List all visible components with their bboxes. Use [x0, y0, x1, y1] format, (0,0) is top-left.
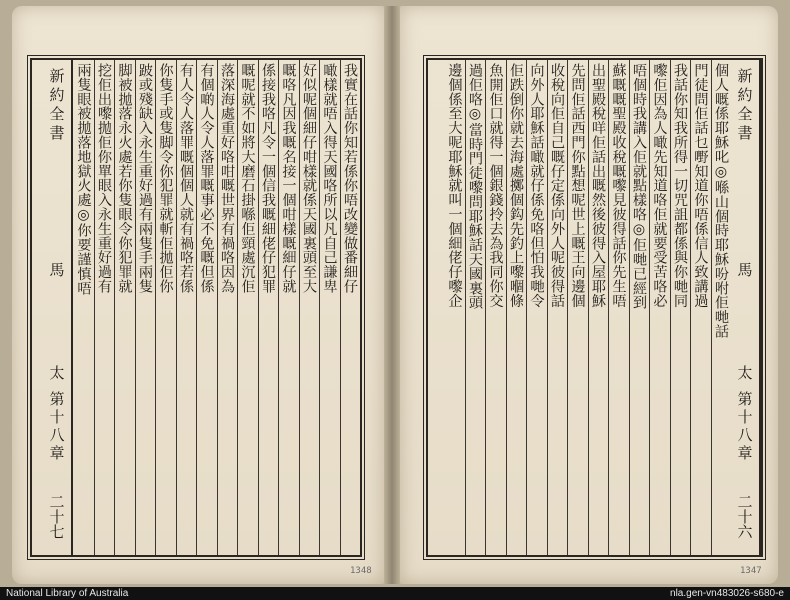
- footer-library-credit: National Library of Australia: [6, 588, 129, 599]
- right-text-frame: [426, 58, 763, 557]
- book-gutter: [384, 6, 400, 584]
- left-page-number: 二十七: [47, 494, 66, 539]
- right-page-text-column: 嚟佢因為人噉先知道咯佢就要受苦咯必: [649, 60, 670, 555]
- right-page-stamp: 1347: [740, 566, 762, 576]
- left-page-text-column: 嘅呢就不如將大磨石掛喺佢頸處沉佢: [237, 60, 258, 555]
- right-page: [400, 6, 778, 584]
- right-page-text-column: 我話你知我所得一切咒詛都係與你哋同: [670, 60, 691, 555]
- right-page-header: [731, 60, 761, 555]
- left-page-text-column: 噉樣就唔入得天國咯所以凡自己謙卑: [319, 60, 340, 555]
- left-page-stamp: 1348: [350, 566, 372, 576]
- left-page-text-column: 落深海處重好咯咁嘅世界有禍咯因為: [217, 60, 238, 555]
- left-page-text-column: 有人令人落罪嘅個個人就有禍咯若係: [176, 60, 197, 555]
- right-book-name: 馬: [735, 262, 754, 277]
- right-chapter: 太 第十八章: [735, 365, 754, 463]
- left-page-text-column: 有個啲人令人落罪嘅事必不免嘅但係: [196, 60, 217, 555]
- footer-bar: [0, 587, 790, 600]
- right-page-text-column: 向外人耶穌話噉就仔係免咯但怕我哋令: [526, 60, 547, 555]
- left-page-text-column: 嘅咯凡因我嘅名接一個咁樣嘅細仔就: [278, 60, 299, 555]
- right-page-text-column: 佢跌倒你就去海處擲個鈎先釣上嚟嗰條: [506, 60, 527, 555]
- left-page-text-column: 係接我咯凡令一個信我嘅細佬仔犯罪: [258, 60, 279, 555]
- left-text-frame: [30, 58, 362, 557]
- left-page-text-column: 我實在話你知若係你唔改變做番細仔: [340, 60, 361, 555]
- left-page-text-column: 兩隻眼被拋落地獄火處◎你要謹慎唔: [75, 63, 92, 296]
- right-page-text-column: 唔個時我講入佢就點樣咯◎佢哋已經到: [629, 60, 650, 555]
- left-page: [12, 6, 384, 584]
- footer-image-id: nla.gen-vn483026-s680-e: [670, 588, 784, 599]
- left-page-text-column: 跛或殘缺入永生重好過有兩隻手兩隻: [135, 60, 156, 555]
- right-page-text-column: 蘇嘅嘅聖殿收稅嘅嚟見彼得話你先生唔: [608, 60, 629, 555]
- left-page-text-column: 你隻手或隻脚令你犯罪就斬佢拋佢你: [155, 60, 176, 555]
- right-page-text-column: 門徒問佢話乜嘢知道你唔係信人致講過: [690, 60, 711, 555]
- left-page-text-column: 脚被拋落永火處若你隻眼令你犯罪就: [114, 60, 135, 555]
- left-book-title: 新約全書: [47, 68, 66, 144]
- right-page-text-column: 收稅向佢自己嘅仔定係向外人呢彼得話: [547, 60, 568, 555]
- right-page-text-column: 個人嘅係耶穌叱◎喺山個時耶穌吩咐佢哋話: [711, 60, 732, 555]
- right-page-text-column: 出聖殿稅咩佢話出嘅然後彼得入屋耶穌: [588, 60, 609, 555]
- right-page-text-column: 魚開佢口就得一個銀錢拎去為我同你交: [485, 60, 506, 555]
- right-page-number: 二十六: [735, 494, 754, 539]
- left-page-text-column: 好似呢個細仔咁樣就係天國裏頭至大: [299, 60, 320, 555]
- left-book-name: 馬: [47, 262, 66, 277]
- right-page-text-column: 先問佢話西門你點想呢世上嘅王向邊個: [567, 60, 588, 555]
- left-page-text-column: 挖佢出嚟拋佢你單眼入永生重好過有: [94, 60, 115, 555]
- right-page-text-column: 邊個係至大呢耶穌就叫一個細佬仔嚟企: [446, 63, 463, 308]
- left-page-header: [43, 60, 73, 555]
- right-page-text-column: 過佢咯◎當時門徒嚟問耶穌話天國裏頭: [465, 60, 486, 555]
- right-book-title: 新約全書: [735, 68, 754, 144]
- left-chapter: 太 第十八章: [47, 365, 66, 463]
